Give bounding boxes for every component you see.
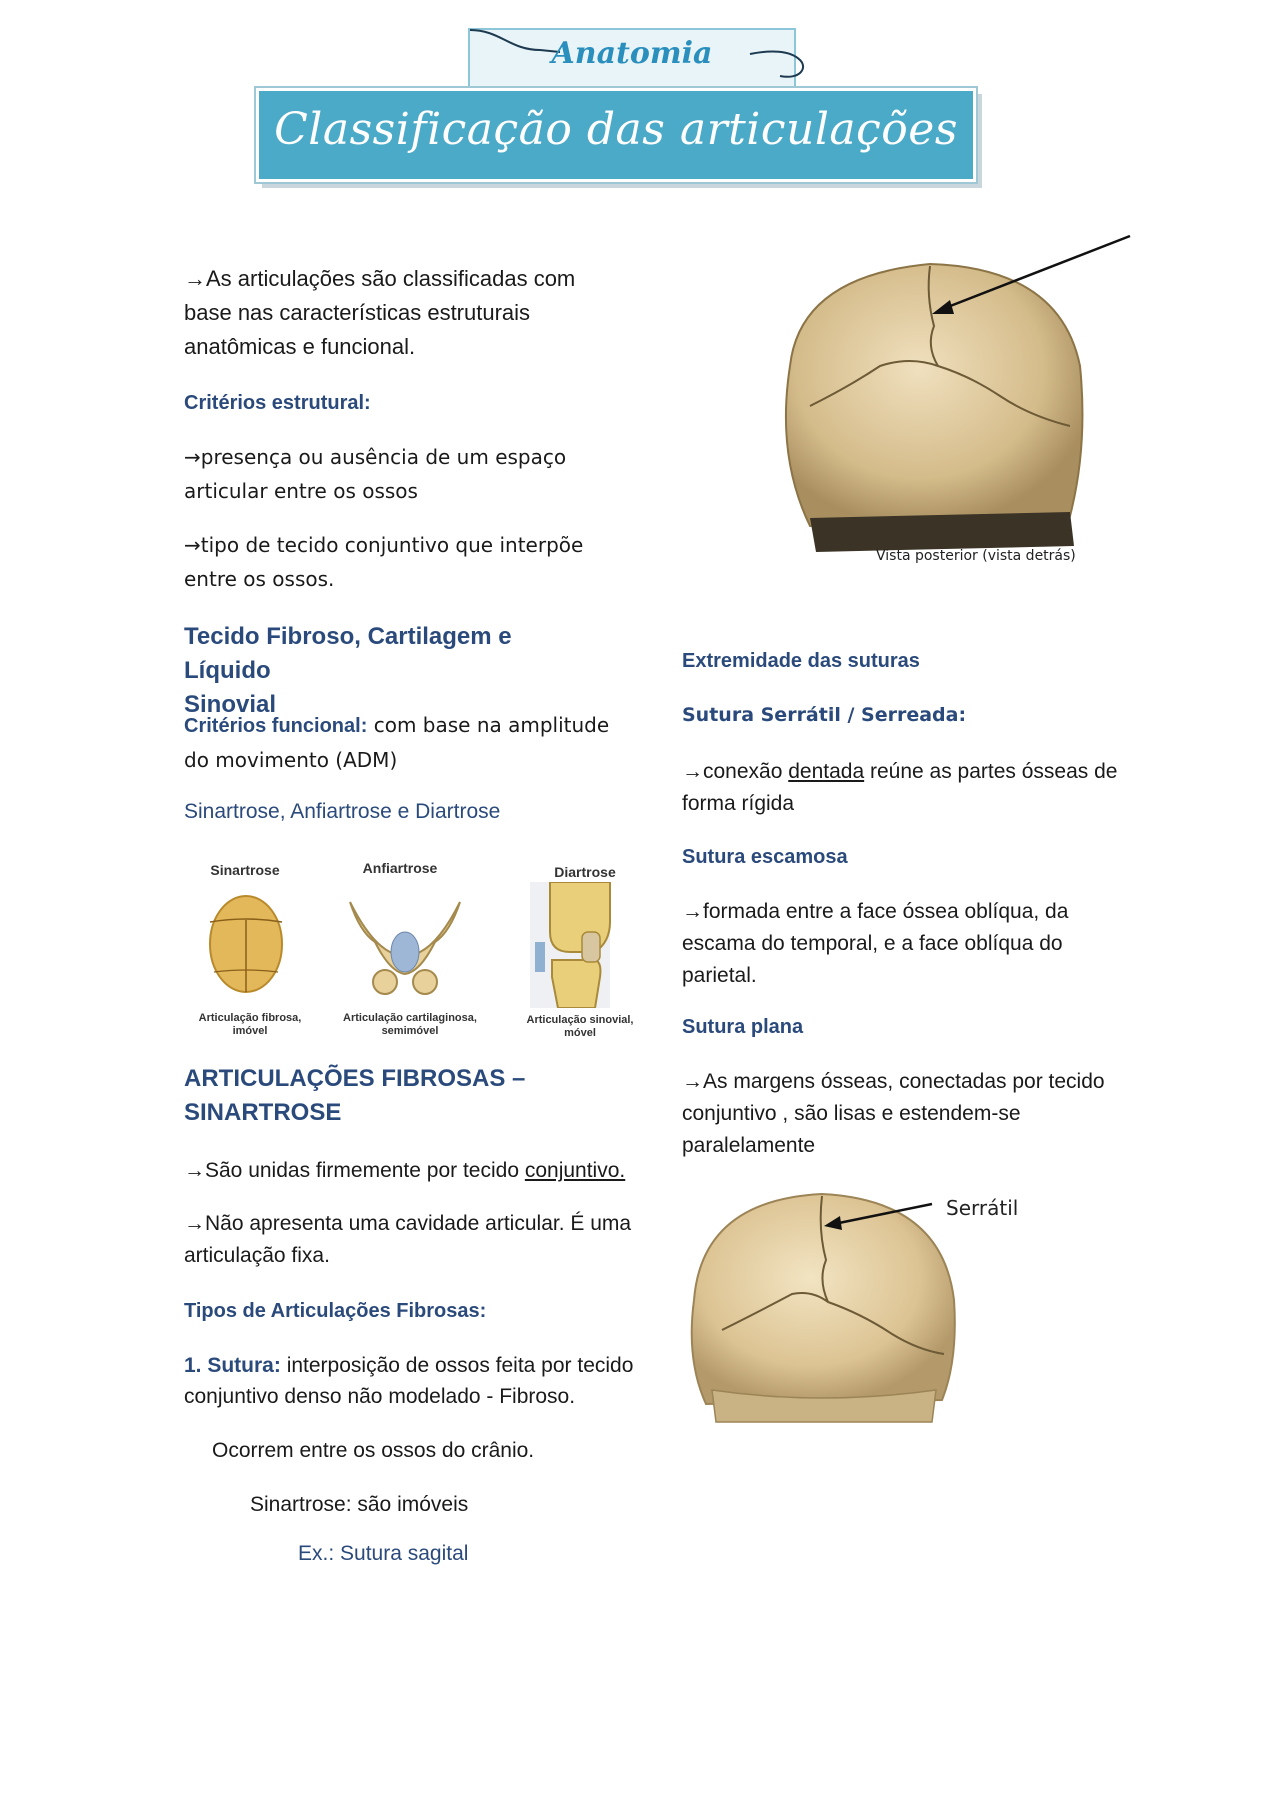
serratil-heading: Sutura Serrátil / Serreada: xyxy=(682,704,967,726)
heading-line: Tecido Fibroso, Cartilagem e Líquido xyxy=(184,623,512,684)
figure-label: Sinartrose xyxy=(210,862,280,878)
paragraph-line: →As margens ósseas, conectadas por tecido xyxy=(682,1070,1105,1093)
item-line: articular entre os ossos xyxy=(184,479,418,503)
exemplo-text: Ex.: Sutura sagital xyxy=(298,1542,469,1565)
intro-line: →As articulações são classificadas com xyxy=(184,266,576,291)
item-line: entre os ossos. xyxy=(184,567,335,591)
pointer-arrow-icon xyxy=(920,230,1140,330)
joint-illustrations xyxy=(190,882,640,1008)
paragraph-line: parietal. xyxy=(682,964,757,987)
conexao-text: reúne as partes ósseas de xyxy=(864,760,1118,783)
criterio-funcional-label: Critérios funcional: xyxy=(184,715,368,737)
joint-types-figure xyxy=(190,852,640,1044)
heading-line: SINARTROSE xyxy=(184,1099,342,1126)
unidas-underlined: conjuntivo. xyxy=(524,1159,626,1182)
tipos-fibrosas-heading: Tipos de Articulações Fibrosas: xyxy=(184,1300,487,1322)
item-line: →presença ou ausência de um espaço xyxy=(184,445,567,469)
caption-line: Articulação fibrosa, xyxy=(198,1012,302,1024)
sutura-text: interposição de ossos feita por tecido xyxy=(280,1354,634,1377)
caption-line: semimóvel xyxy=(381,1025,439,1037)
sutura-label: 1. Sutura: xyxy=(184,1354,281,1377)
escamosa-paragraph xyxy=(682,896,1122,992)
header-tag: Anatomia xyxy=(551,36,713,71)
caption-line: Articulação cartilaginosa, xyxy=(343,1012,477,1024)
sutura-line2: conjuntivo denso não modelado - Fibroso. xyxy=(184,1385,576,1408)
plana-paragraph xyxy=(682,1066,1122,1162)
criterio-funcional xyxy=(184,708,624,777)
knee-illustration xyxy=(530,882,610,1008)
item-line: →tipo de tecido conjuntivo que interpõe xyxy=(184,533,584,557)
ocorrem-text: Ocorrem entre os ossos do crânio. xyxy=(212,1439,535,1462)
paragraph-line: →Não apresenta uma cavidade articular. É uma xyxy=(184,1212,632,1235)
figure-label: Diartrose xyxy=(554,864,616,880)
unidas-text: →São unidas firmemente por tecido xyxy=(184,1159,525,1182)
criterio-funcional-line2: do movimento (ADM) xyxy=(184,748,398,772)
intro-line: anatômicas e funcional. xyxy=(184,334,416,359)
figure-label: Anfiartrose xyxy=(362,860,438,876)
extremidade-heading: Extremidade das suturas xyxy=(682,650,920,672)
skull-top-illustration xyxy=(210,896,282,992)
sinartrose-imoveis-text: Sinartrose: são imóveis xyxy=(250,1493,469,1516)
conexao-text: →conexão xyxy=(682,760,789,783)
serratil-arrow-icon xyxy=(820,1196,940,1236)
criterio-estrutural-heading: Critérios estrutural: xyxy=(184,392,371,414)
criterio-funcional-text: com base na amplitude xyxy=(367,713,610,737)
sutura-paragraph xyxy=(184,1350,654,1412)
figure-caption xyxy=(190,1012,310,1038)
paragraph-line: escama do temporal, e a face oblíqua do xyxy=(682,932,1063,955)
heading-line: ARTICULAÇÕES FIBROSAS – xyxy=(184,1065,526,1092)
fibrosas-heading xyxy=(184,1062,604,1130)
escamosa-heading: Sutura escamosa xyxy=(682,846,848,868)
pelvis-illustration xyxy=(350,902,460,994)
criterio-item-1 xyxy=(184,440,604,508)
nao-apresenta-paragraph xyxy=(184,1208,644,1272)
heading-line: Sinovial xyxy=(184,691,277,718)
caption-line: móvel xyxy=(564,1027,596,1039)
paragraph-line: →formada entre a face óssea oblíqua, da xyxy=(682,900,1069,923)
tecidos-heading xyxy=(184,620,604,722)
page-title: Classificação das articulações xyxy=(274,104,958,155)
plana-heading: Sutura plana xyxy=(682,1016,804,1038)
figure-caption xyxy=(340,1012,480,1038)
paragraph-line: conjuntivo , são lisas e estendem-se xyxy=(682,1102,1021,1125)
intro-line: base nas características estruturais xyxy=(184,300,531,325)
skull-photo-caption: Vista posterior (vista detrás) xyxy=(876,548,1076,564)
criterio-item-2 xyxy=(184,528,614,596)
conexao-paragraph xyxy=(682,756,1122,820)
unidas-paragraph xyxy=(184,1154,644,1188)
caption-line: imóvel xyxy=(232,1025,268,1037)
paragraph-line: articulação fixa. xyxy=(184,1244,330,1267)
conexao-line2: forma rígida xyxy=(682,792,795,815)
caption-line: Articulação sinovial, xyxy=(526,1014,634,1026)
paragraph-line: paralelamente xyxy=(682,1134,816,1157)
serratil-label: Serrátil xyxy=(946,1196,1019,1220)
intro-paragraph xyxy=(184,262,604,364)
figure-caption xyxy=(520,1014,640,1040)
conexao-underlined: dentada xyxy=(788,760,865,783)
tipos-funcionais: Sinartrose, Anfiartrose e Diartrose xyxy=(184,800,501,823)
